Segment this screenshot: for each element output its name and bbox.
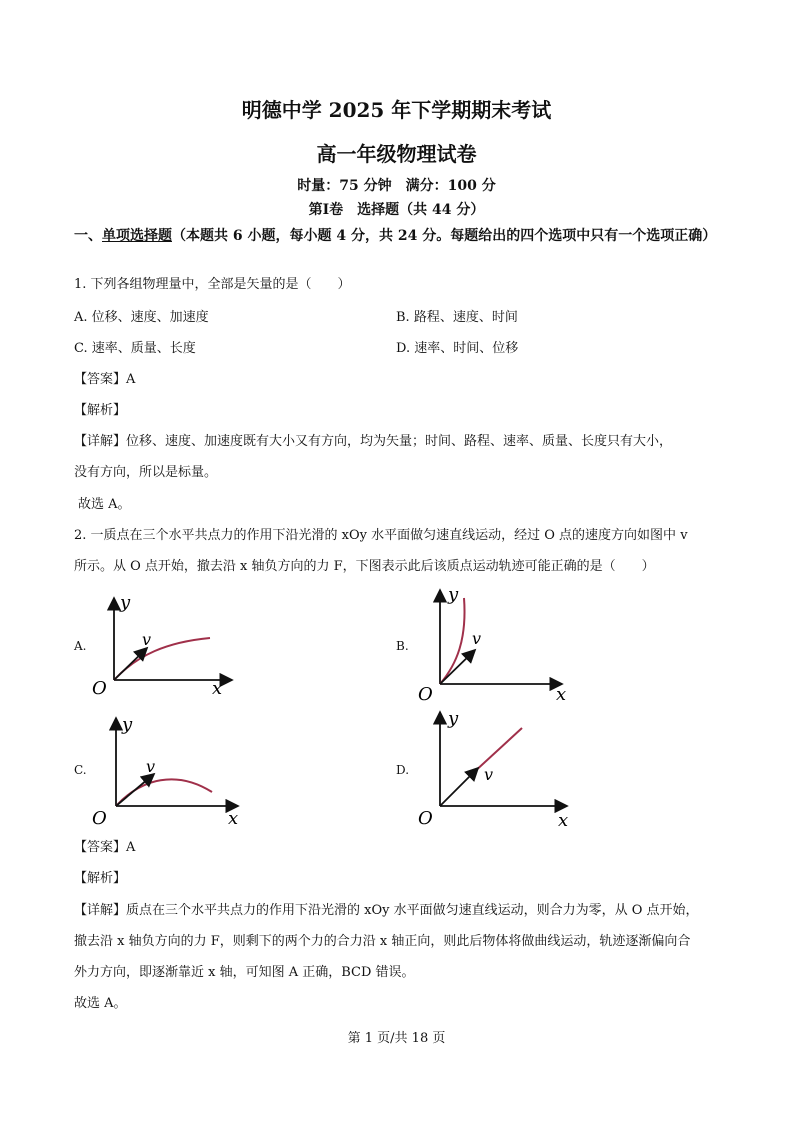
diagram-b [412,584,577,706]
q2-analysis-tag: 【解析】 [74,871,127,886]
q1-analysis-tag: 【解析】 [74,403,127,418]
y-axis-label: y [122,714,133,735]
origin-label: O [418,808,433,829]
y-axis-label: y [448,584,459,605]
q1-option-a: A. 位移、速度、加速度 [74,310,209,325]
q2-conclusion: 故选 A。 [74,996,127,1011]
answer-value: A [126,372,136,387]
velocity-label: v [146,757,156,776]
section-heading [74,224,734,248]
q2-detail-line1 [74,902,699,920]
section-description: （本题共 6 小题，每小题 4 分，共 24 分。每题给出的四个选项中只有一个选项正确） [172,228,717,244]
x-axis-label: x [556,684,567,705]
origin-label: O [92,808,107,829]
q2-answer [74,839,135,857]
q2-detail-line3: 外力方向，即逐渐靠近 x 轴，可知图 A 正确，BCD 错误。 [74,965,415,980]
detail-tag: 【详解】 [74,903,127,918]
trajectory-curve [114,638,210,680]
trajectory-line [472,728,522,774]
answer-tag: 【答案】 [74,840,127,855]
section-title: 单项选择题 [102,228,172,244]
trajectory-curve [116,779,212,806]
page-number: 第 1 页/共 18 页 [347,1031,446,1046]
q2-option-c-label: C. [74,763,87,777]
diagram-a [92,590,242,700]
velocity-label: v [472,629,482,648]
detail-text: 质点在三个水平共点力的作用下沿光滑的 xOy 水平面做匀速直线运动，则合力为零，从 O 点开始， [126,903,699,918]
q2-option-d-label: D. [396,763,410,777]
q1-detail-line2: 没有方向，所以是标量。 [74,465,218,480]
diagram-d [412,706,577,830]
q1-stem: 1. 下列各组物理量中，全部是矢量的是（ ） [74,277,351,292]
velocity-label: v [484,765,494,784]
q1-detail-line1 [74,433,672,451]
q1-answer [74,371,135,389]
origin-label: O [418,684,433,705]
exam-subtitle: 高一年级物理试卷 [316,142,477,166]
answer-tag: 【答案】 [74,372,127,387]
detail-text: 位移、速度、加速度既有大小又有方向，均为矢量；时间、路程、速率、质量、长度只有大小， [126,434,673,449]
detail-tag: 【详解】 [74,434,127,449]
exam-title: 明德中学 2025 年下学期期末考试 [241,98,552,122]
volume-heading: 第Ⅰ卷 选择题（共 44 分） [308,202,485,218]
velocity-arrow [114,648,147,680]
x-axis-label: x [558,810,569,830]
velocity-arrow [440,768,478,806]
q2-stem-line2: 所示。从 O 点开始，撤去沿 x 轴负方向的力 F，下图表示此后该质点运动轨迹可能正确的是（ ） [74,559,655,574]
exam-meta: 时量：75 分钟 满分：100 分 [297,178,496,194]
q1-option-c: C. 速率、质量、长度 [74,341,196,356]
y-axis-label: y [448,708,459,729]
x-axis-label: x [228,808,239,829]
q2-stem-line1: 2. 一质点在三个水平共点力的作用下沿光滑的 xOy 水平面做匀速直线运动，经过 O 点的速度方向如图中 v [74,528,688,543]
diagram-c [92,712,252,830]
velocity-label: v [142,630,152,649]
velocity-arrow [116,774,154,806]
origin-label: O [92,678,107,699]
answer-value: A [126,840,136,855]
x-axis-label: x [212,678,223,699]
q1-option-b: B. 路程、速度、时间 [396,310,518,325]
q2-detail-line2: 撤去沿 x 轴负方向的力 F，则剩下的两个力的合力沿 x 轴正向，则此后物体将做曲线运动，轨迹逐渐偏向合 [74,934,691,949]
q1-conclusion: 故选 A。 [78,497,131,512]
y-axis-label: y [120,592,131,613]
q2-option-b-label: B. [396,639,409,653]
section-number: 一、 [74,228,102,244]
q1-option-d: D. 速率、时间、位移 [396,341,519,356]
q2-option-a-label: A. [74,639,87,653]
